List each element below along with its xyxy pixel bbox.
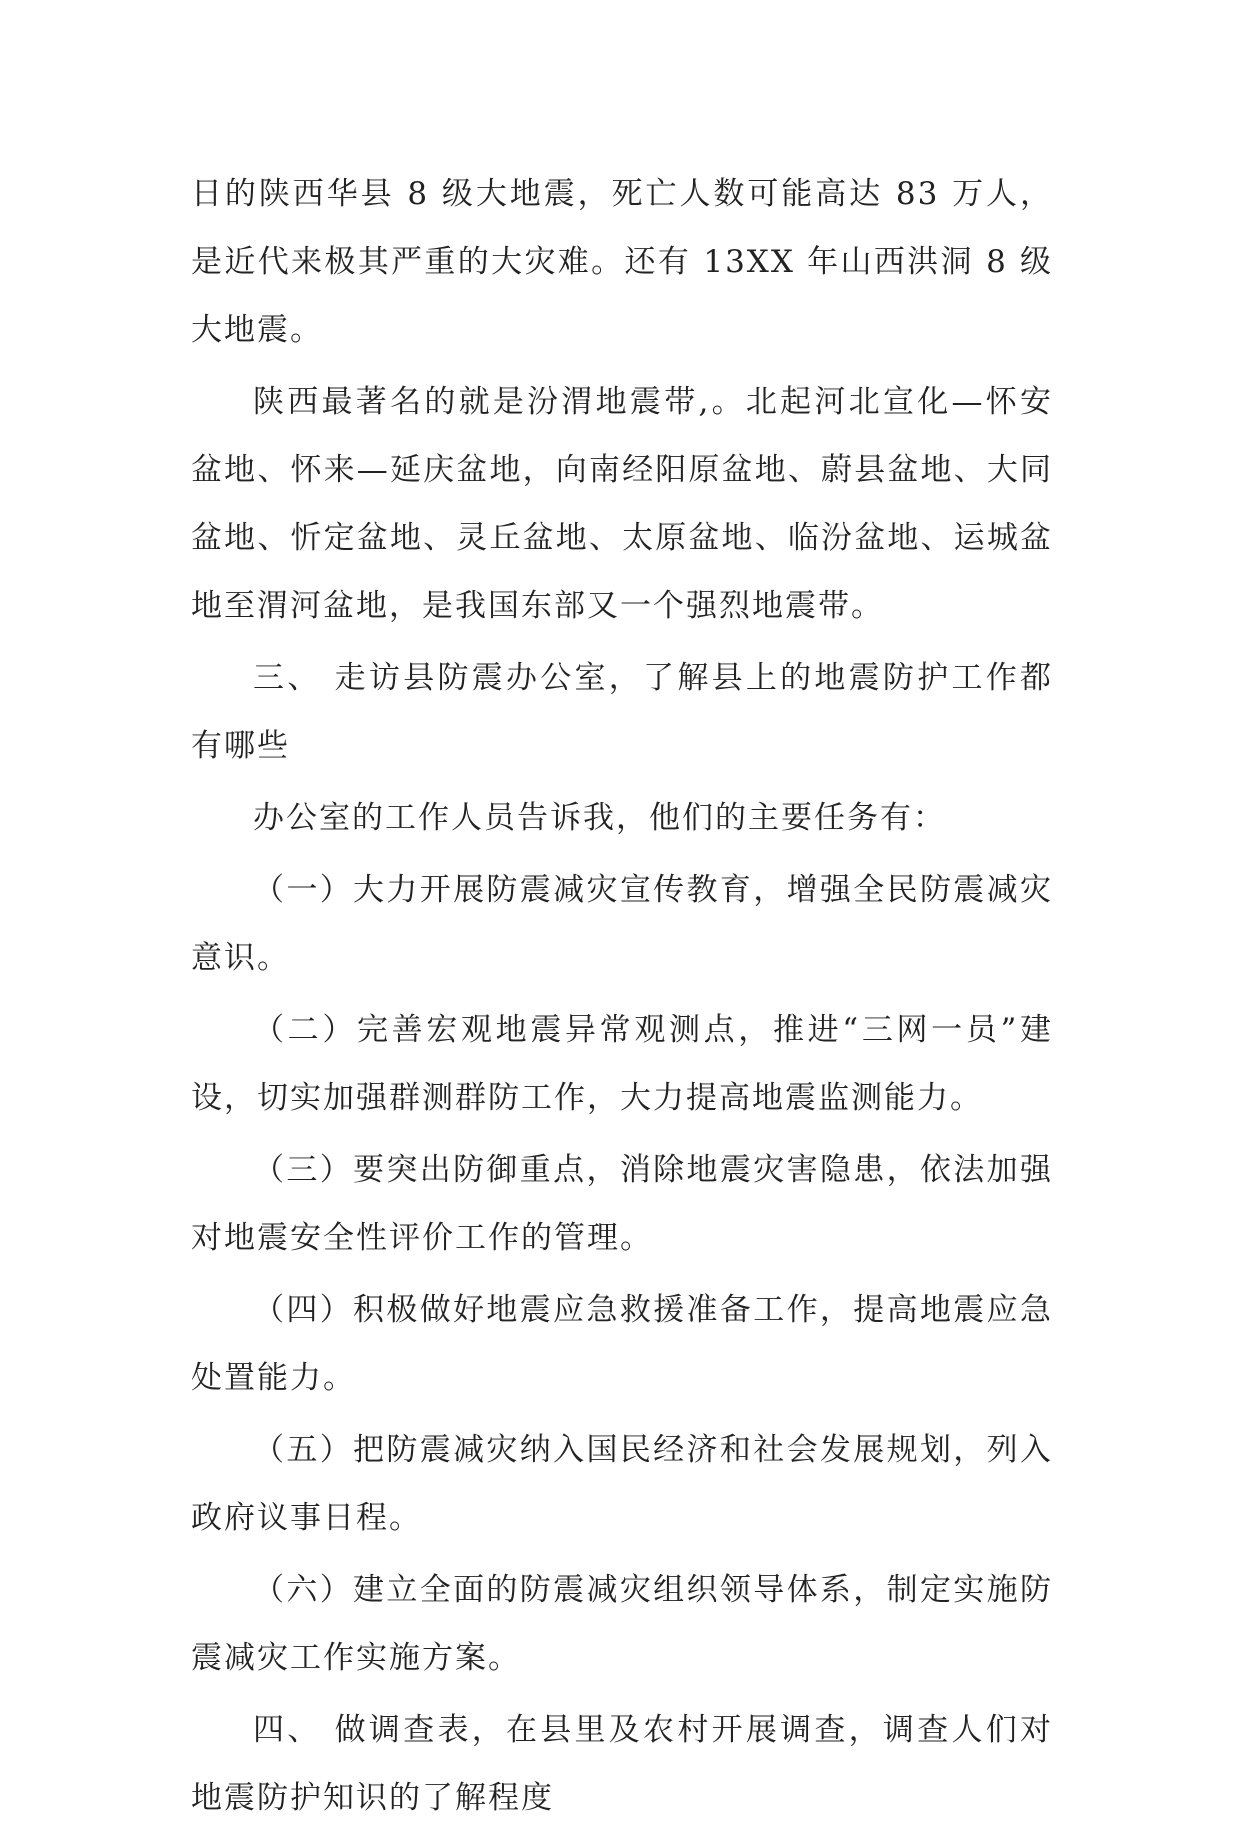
list-item-4: （四）积极做好地震应急救援准备工作，提高地震应急处置能力。 [191, 1292, 1053, 1396]
section-heading-4: 四、 做调查表，在县里及农村开展调查，调查人们对地震防护知识的了解程度 [191, 1712, 1053, 1816]
section-heading-3: 三、 走访县防震办公室，了解县上的地震防护工作都有哪些 [191, 660, 1053, 764]
list-item-1: （一）大力开展防震减灾宣传教育，增强全民防震减灾意识。 [191, 872, 1053, 976]
list-item-3: （三）要突出防御重点，消除地震灾害隐患，依法加强对地震安全性评价工作的管理。 [191, 1152, 1053, 1256]
paragraph-4: 办公室的工作人员告诉我，他们的主要任务有： [253, 800, 946, 836]
list-item-2: （二）完善宏观地震异常观测点，推进“三网一员”建设，切实加强群测群防工作，大力提高地震监测能力。 [191, 1012, 1053, 1116]
paragraph-1: 日的陕西华县 8 级大地震，死亡人数可能高达 83 万人，是近代来极其严重的大灾难。还有 13XX 年山西洪洞 8 级大地震。 [191, 176, 1053, 348]
list-item-5: （五）把防震减灾纳入国民经济和社会发展规划，列入政府议事日程。 [191, 1432, 1053, 1536]
list-item-6: （六）建立全面的防震减灾组织领导体系，制定实施防震减灾工作实施方案。 [191, 1572, 1053, 1676]
paragraph-2: 陕西最著名的就是汾渭地震带,。北起河北宣化—怀安盆地、怀来—延庆盆地，向南经阳原盆地、蔚县盆地、大同盆地、忻定盆地、灵丘盆地、太原盆地、临汾盆地、运城盆地至渭河盆地，是我国东部又一个强烈地震带。 [191, 384, 1053, 624]
document-body [191, 160, 1053, 1836]
